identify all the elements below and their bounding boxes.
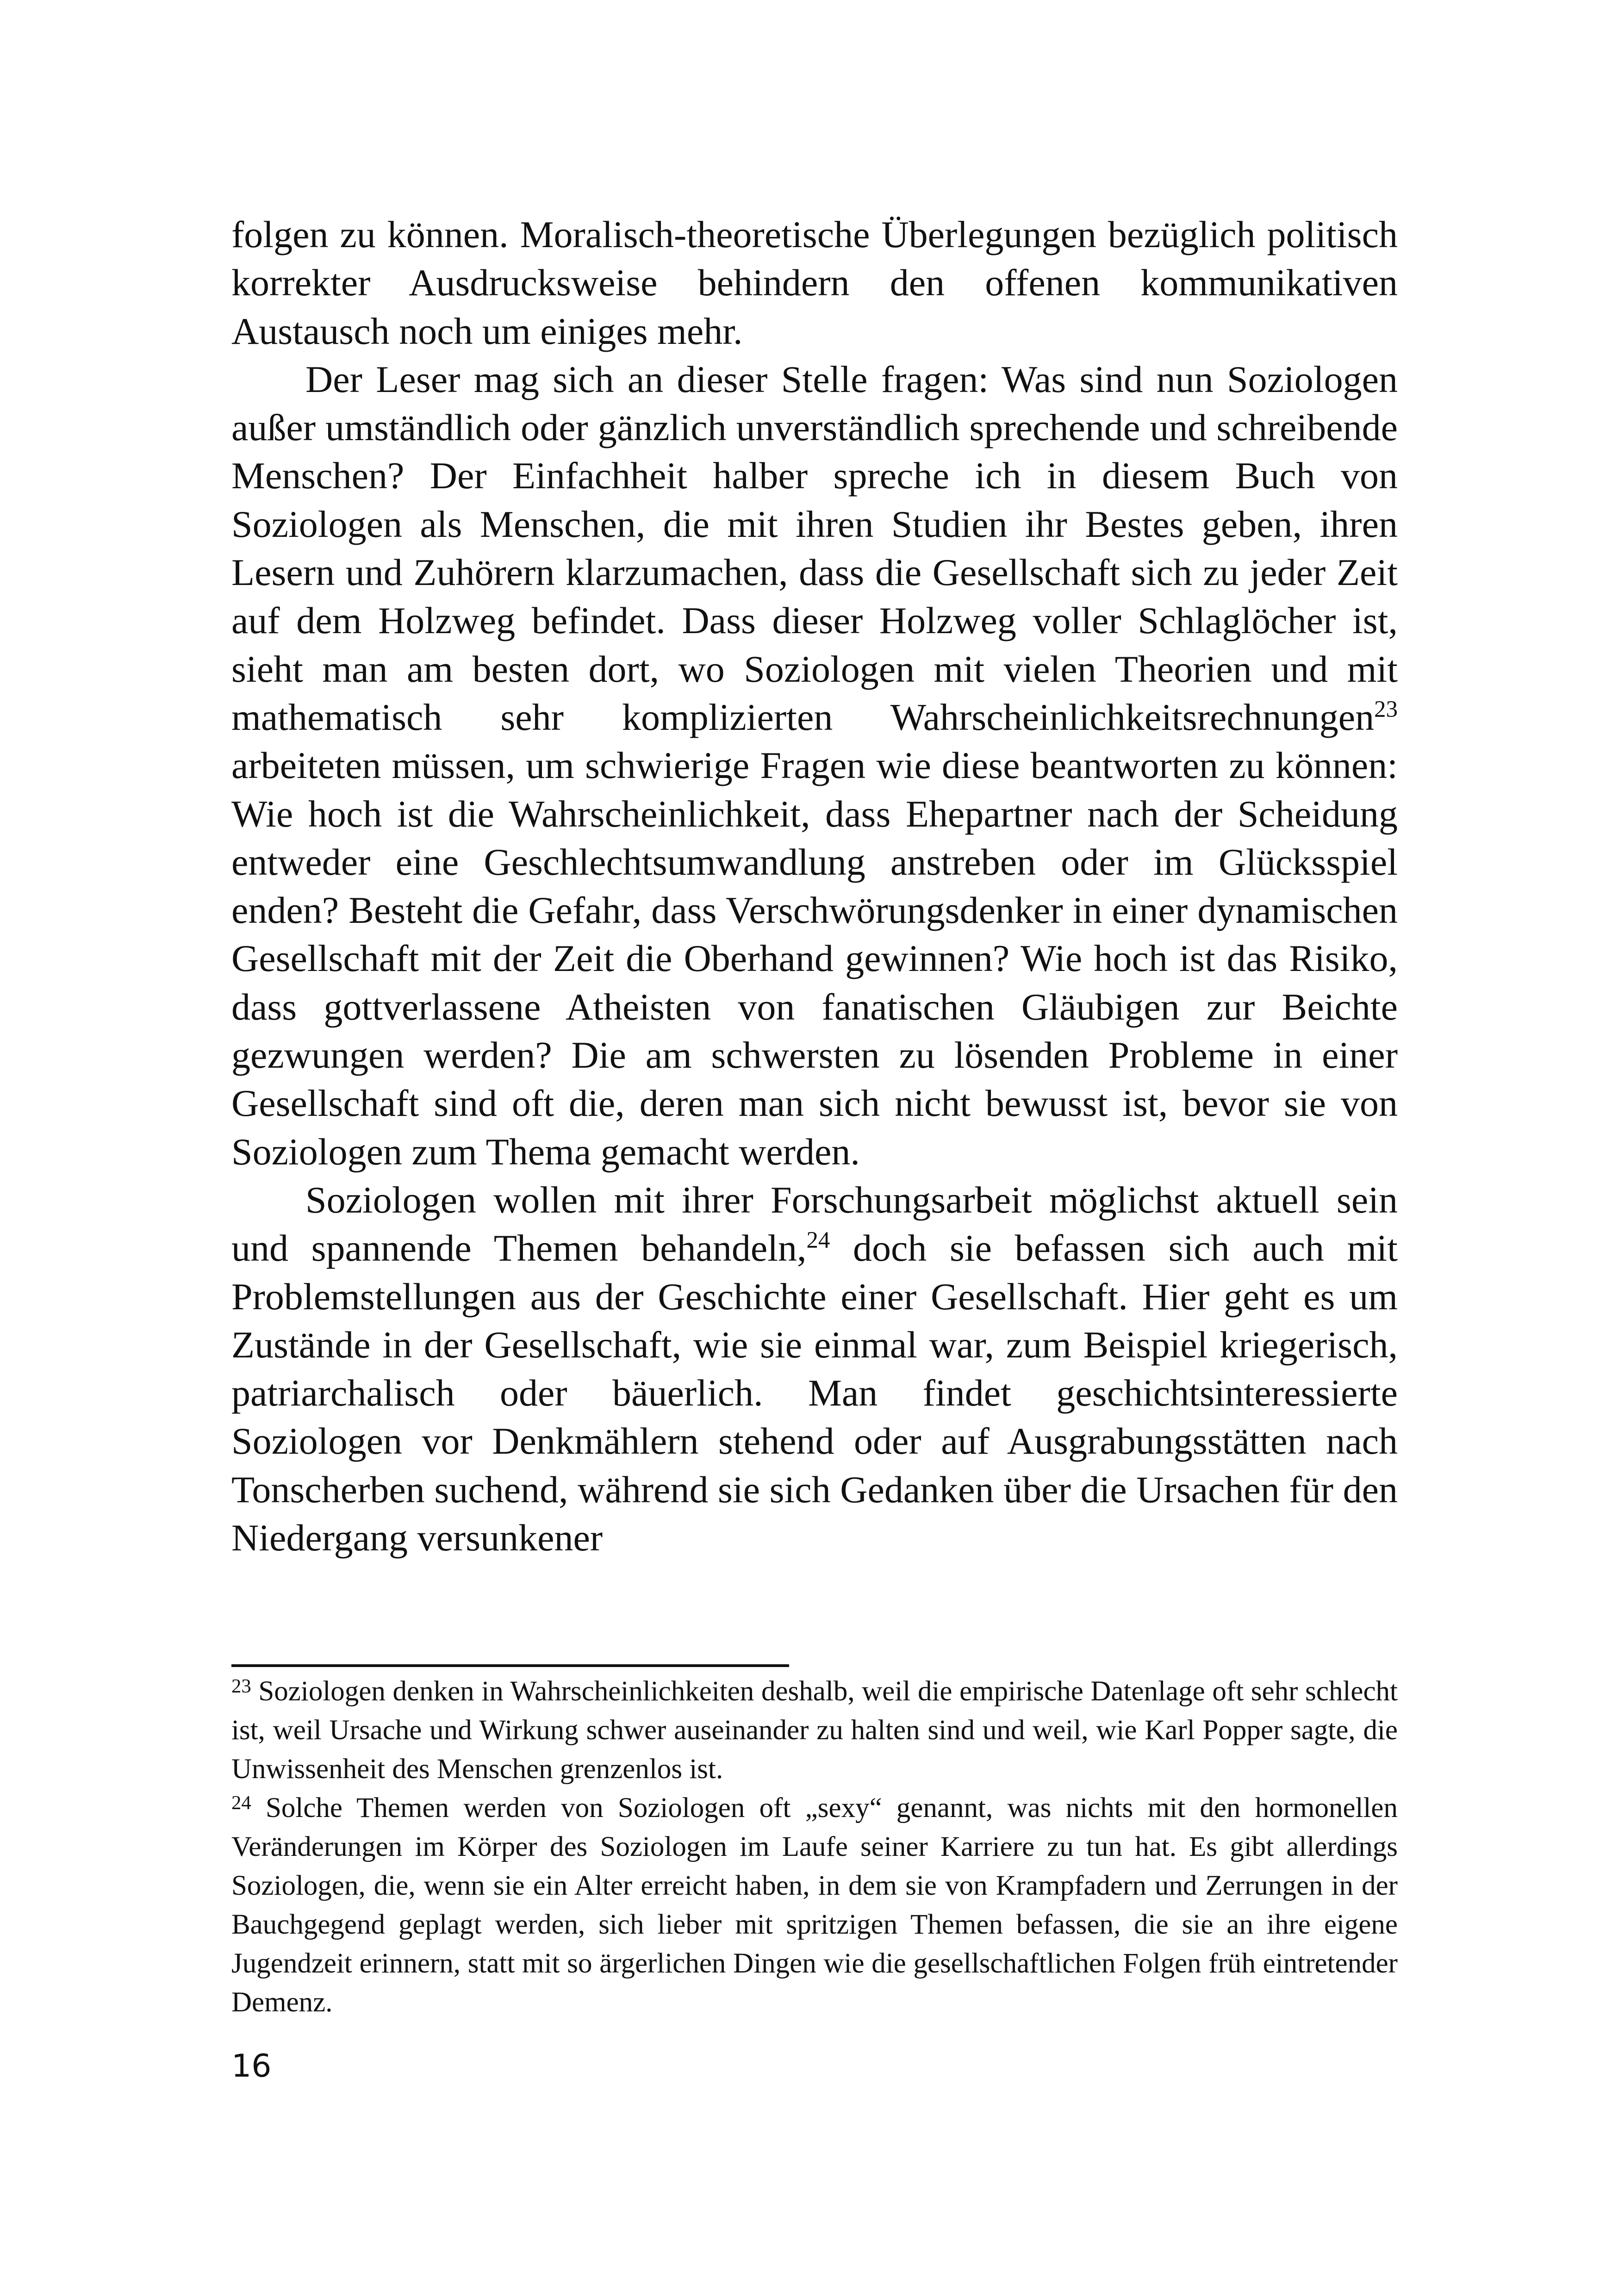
footnote-23 (231, 1672, 1398, 1789)
footnote-separator (231, 1664, 789, 1667)
footnote-ref-24[interactable]: 24 (806, 1227, 830, 1253)
footnote-number-24: 24 (231, 1792, 251, 1814)
paragraph-2-text-b: arbeiteten müssen, um schwierige Fragen wie diese beantworten zu können: Wie hoch ist die Wahrscheinlichkeit, dass Ehepartner nach der Scheidung entweder eine Geschlechtsumwandlung anstreben oder im Glücksspiel enden? Besteht die Gefahr, dass Verschwörungsdenker in einer dynamischen Gesellschaft mit der Zeit die Oberhand gewinnen? Wie hoch ist das Risiko, dass gottverlassene Atheisten von fanatischen Gläubigen zur Beichte gezwungen werden? Die am schwersten zu lösenden Probleme in einer Gesellschaft sind oft die, deren man sich nicht bewusst ist, bevor sie von Soziologen zum Thema gemacht werden. (231, 744, 1398, 1173)
footnote-24 (231, 1789, 1398, 2022)
footnote-number-23: 23 (231, 1675, 251, 1697)
paragraph-1 (231, 211, 1398, 355)
paragraph-2 (231, 355, 1398, 1176)
paragraph-3-text-b: doch sie befassen sich auch mit Problemstellungen aus der Geschichte einer Gesellschaft. Hier geht es um Zustände in der Gesellschaft, wie sie einmal war, zum Beispiel kriegerisch, patriarchalisch oder bäuerlich. Man findet geschichtsinteressierte Soziologen vor Denkmählern stehend oder auf Ausgrabungsstätten nach Tonscherben suchend, während sie sich Gedanken über die Ursachen für den Niedergang versunkener (231, 1227, 1398, 1559)
paragraph-2-text-a: Der Leser mag sich an dieser Stelle fragen: Was sind nun Soziologen außer umständlich oder gänzlich unverständlich sprechende und schreibende Menschen? Der Einfachheit halber spreche ich in diesem Buch von Soziologen als Menschen, die mit ihren Studien ihr Bestes geben, ihren Lesern und Zuhörern klarzumachen, dass die Gesellschaft sich zu jeder Zeit auf dem Holzweg befindet. Dass dieser Holzweg voller Schlaglöcher ist, sieht man am besten dort, wo Soziologen mit vielen Theorien und mit mathematisch sehr komplizierten Wahrscheinlichkeitsrechnungen (231, 358, 1398, 738)
footnote-text-23: Soziologen denken in Wahrscheinlichkeiten deshalb, weil die empirische Datenlage oft sehr schlecht ist, weil Ursache und Wirkung schwer auseinander zu halten sind und weil, wie Karl Popper sagte, die Unwissenheit des Menschen grenzenlos ist. (231, 1676, 1398, 1785)
page-number: 16 (231, 2048, 272, 2084)
footnote-ref-23[interactable]: 23 (1374, 696, 1398, 722)
paragraph-1-text: folgen zu können. Moralisch-theoretische Überlegungen bezüglich politisch korrekter Ausdrucksweise behindern den offenen kommunikativen Austausch noch um einiges mehr. (231, 213, 1398, 352)
body-text (231, 211, 1398, 1562)
footnotes (231, 1672, 1398, 2022)
footnote-text-24: Solche Themen werden von Soziologen oft „sexy“ genannt, was nichts mit den hormonellen Veränderungen im Körper des Soziologen im Laufe seiner Karriere zu tun hat. Es gibt allerdings Soziologen, die, wenn sie ein Alter erreicht haben, in dem sie von Krampfadern und Zerrungen in der Bauchgegend geplagt werden, sich lieber mit spritzigen Themen befassen, die sie an ihre eigene Jugendzeit erinnern, statt mit so ärgerlichen Dingen wie die gesellschaftlichen Folgen früh eintretender Demenz. (231, 1792, 1398, 2018)
paragraph-3 (231, 1176, 1398, 1562)
paragraph-3-text-a: Soziologen wollen mit ihrer Forschungsarbeit möglichst aktuell sein und spannende Themen behandeln, (231, 1178, 1398, 1269)
